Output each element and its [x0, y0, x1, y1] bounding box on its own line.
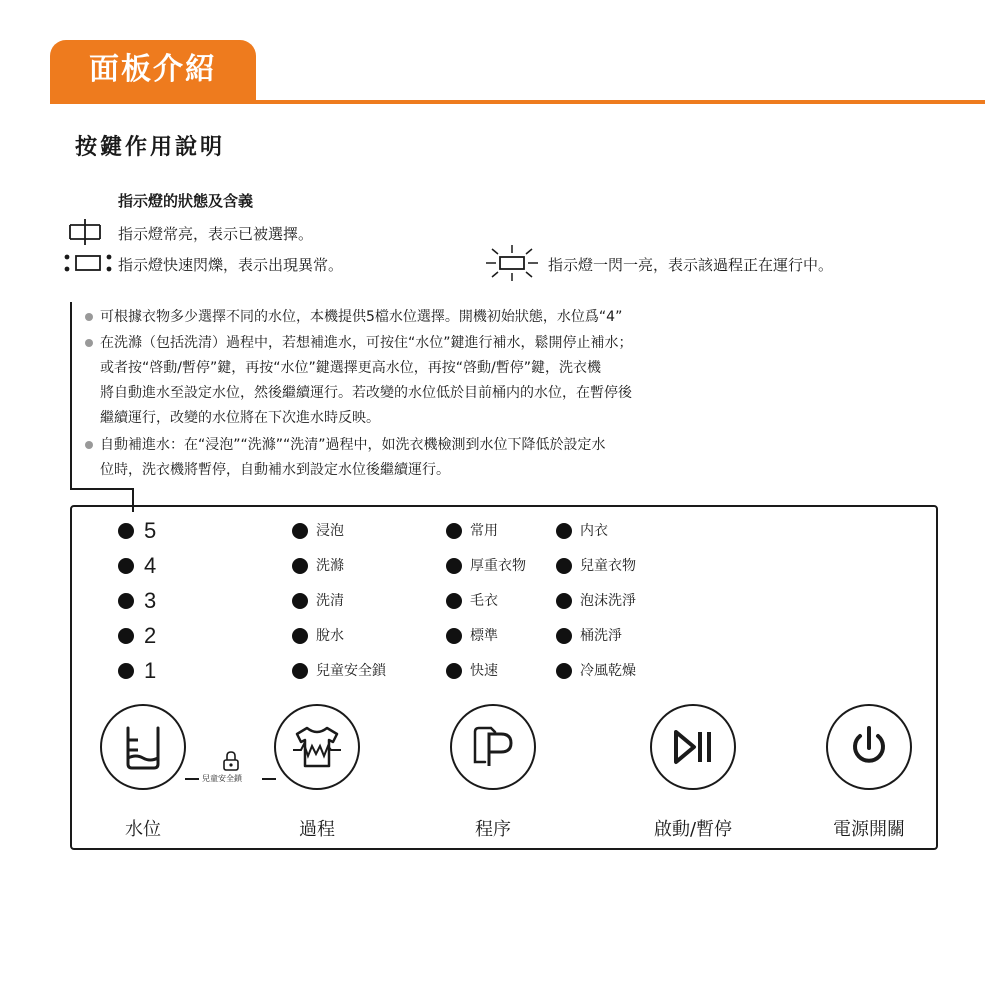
led-blink-icon — [484, 245, 540, 281]
process-wash: 洗滌 — [316, 558, 344, 574]
play-pause-icon — [668, 722, 718, 772]
indicator-light-icon — [292, 663, 308, 679]
indicator-light-icon — [446, 663, 462, 679]
process-label: 過程 — [299, 819, 335, 840]
water-level-3: 3 — [144, 588, 157, 613]
indicator-light-icon — [292, 523, 308, 539]
process-spin: 脫水 — [316, 628, 344, 644]
process-soak: 浸泡 — [316, 523, 344, 539]
program-air-dry: 冷風乾燥 — [580, 663, 636, 679]
program-kids-clothes: 兒童衣物 — [580, 558, 636, 574]
bracket-line — [70, 302, 72, 490]
power-button[interactable] — [826, 704, 912, 790]
program-underwear: 内衣 — [580, 523, 608, 539]
water-level-4: 4 — [144, 553, 157, 578]
indicator-light-icon — [446, 523, 462, 539]
program-heavy: 厚重衣物 — [470, 558, 526, 574]
section-title: 按鍵作用說明 — [75, 135, 226, 160]
indicator-light-icon — [556, 523, 572, 539]
program-button[interactable] — [450, 704, 536, 790]
water-level-button[interactable] — [100, 704, 186, 790]
program-standard: 標準 — [470, 628, 498, 644]
wash-process-icon — [289, 722, 345, 772]
indicator-light-icon — [556, 628, 572, 644]
bullet-icon — [85, 313, 93, 321]
legend-item-blink: 指示燈一閃一亮，表示該過程正在運行中。 — [548, 256, 834, 274]
program-icon — [465, 722, 521, 772]
water-level-2: 2 — [144, 623, 157, 648]
lock-connector — [185, 778, 199, 780]
start-pause-button[interactable] — [650, 704, 736, 790]
indicator-light-icon — [118, 558, 134, 574]
indicator-light-icon — [292, 593, 308, 609]
bullet-icon — [85, 339, 93, 347]
desc-line: 或者按“啓動/暫停”鍵，再按“水位”鍵選擇更高水位，再按“啓動/暫停”鍵，洗衣機 — [100, 360, 601, 376]
indicator-light-icon — [556, 558, 572, 574]
bracket-line — [70, 488, 134, 490]
indicator-light-icon — [118, 593, 134, 609]
process-child-lock: 兒童安全鎖 — [316, 663, 386, 679]
lock-icon — [222, 750, 240, 772]
led-on-icon — [62, 219, 106, 245]
indicator-light-icon — [556, 663, 572, 679]
program-normal: 常用 — [470, 523, 498, 539]
indicator-light-icon — [292, 558, 308, 574]
program-tub-clean: 桶洗淨 — [580, 628, 622, 644]
led-fast-flash-icon — [62, 250, 114, 276]
legend-item-fast-flash: 指示燈快速閃爍，表示出現異常。 — [118, 256, 344, 274]
header-divider — [50, 100, 985, 104]
page-title: 面板介紹 — [89, 52, 217, 87]
water-level-icon — [118, 722, 168, 772]
process-button[interactable] — [274, 704, 360, 790]
indicator-light-icon — [446, 593, 462, 609]
indicator-light-icon — [118, 663, 134, 679]
water-level-label: 水位 — [125, 819, 161, 840]
indicator-light-icon — [118, 523, 134, 539]
desc-line: 可根據衣物多少選擇不同的水位，本機提供5檔水位選擇。開機初始狀態，水位爲“4” — [100, 309, 623, 325]
water-level-1: 1 — [144, 658, 157, 683]
indicator-light-icon — [118, 628, 134, 644]
indicator-light-icon — [292, 628, 308, 644]
start-pause-label: 啟動/暫停 — [653, 819, 733, 840]
legend-item-on: 指示燈常亮，表示已被選擇。 — [118, 225, 314, 243]
program-quick: 快速 — [470, 663, 498, 679]
desc-line: 將自動進水至設定水位，然後繼續運行。若改變的水位低於目前桶内的水位，在暫停後 — [100, 385, 632, 401]
lock-connector — [262, 778, 276, 780]
indicator-light-icon — [446, 628, 462, 644]
desc-line: 在洗滌（包括洗清）過程中，若想補進水，可按住“水位”鍵進行補水，鬆開停止補水； — [100, 335, 633, 351]
power-label: 電源開關 — [833, 819, 905, 840]
program-wool: 毛衣 — [470, 593, 498, 609]
indicator-light-icon — [446, 558, 462, 574]
program-foam-wash: 泡沫洗淨 — [580, 593, 636, 609]
process-rinse: 洗清 — [316, 593, 344, 609]
child-lock-label: 兒童安全鎖 — [202, 774, 242, 783]
desc-line: 自動補進水：在“浸泡”“洗滌”“洗清”過程中，如洗衣機檢測到水位下降低於設定水 — [100, 437, 606, 453]
desc-line: 位時，洗衣機將暫停，自動補水到設定水位後繼續運行。 — [100, 462, 450, 478]
water-level-5: 5 — [144, 518, 157, 543]
desc-line: 繼續運行，改變的水位將在下次進水時反映。 — [100, 410, 380, 426]
indicator-light-icon — [556, 593, 572, 609]
program-label: 程序 — [475, 819, 511, 840]
power-icon — [844, 722, 894, 772]
bullet-icon — [85, 441, 93, 449]
legend-heading: 指示燈的狀態及含義 — [118, 192, 254, 210]
